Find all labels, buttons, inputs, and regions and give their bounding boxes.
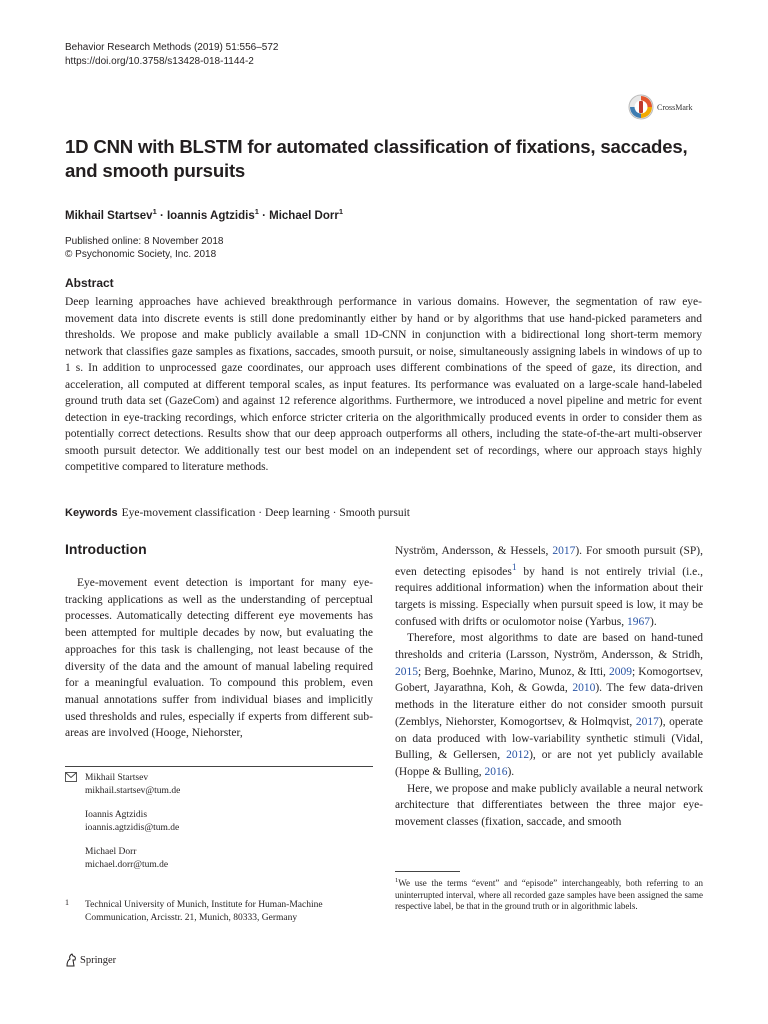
paper-title: 1D CNN with BLSTM for automated classification of fixations, saccades, and smooth pursuits: [65, 136, 688, 181]
paragraph: Here, we propose and make publicly available a neural network architecture that differentiates between the three major eye-movement classes (fixation, saccade, and smooth: [395, 782, 703, 829]
author-name[interactable]: Ioannis Agtzidis: [166, 209, 255, 222]
contact-entry: [85, 772, 373, 798]
keywords-label: Keywords: [65, 507, 118, 519]
citation-link[interactable]: 2017: [635, 715, 659, 728]
contact-name: Michael Dorr: [85, 847, 137, 857]
citation-link[interactable]: 2017: [552, 545, 576, 557]
citation-link[interactable]: 2012: [506, 749, 530, 762]
abstract-heading: Abstract: [65, 276, 114, 290]
crossmark-label: CrossMark: [657, 102, 693, 112]
springer-horse-icon: [65, 953, 77, 967]
keywords-text: Eye-movement classification · Deep learning · Smooth pursuit: [121, 507, 410, 519]
author-affiliation-mark: 1: [254, 207, 259, 216]
footnote: [395, 875, 703, 913]
right-column: [395, 543, 703, 831]
paragraph: Eye-movement event detection is important for many eye-tracking applications as well as the understanding of perceptual processes. Automatically detecting different eye movements has been attempted for multiple decades by now, but evaluating the approaches for this task is challenging, not least because of the diversity of the data and the amount of manual labeling required for a meaningful evaluation. To compound this problem, even manual annotations suffer from individual biases and implicitly used thresholds and rules, especially if experts from different sub-areas are involved (Hooge, Niehorster,: [65, 577, 373, 740]
footnote-text: We use the terms “event” and “episode” interchangeably, both referring to an uninterrupted interval, where all recorded gaze samples have been assigned the same respective label, be that in the ground truth or in algorithmic labels.: [395, 878, 703, 911]
affiliation-text: Technical University of Munich, Institute for Human-Machine Communication, Arcisstr. 21, Munich, 80333, Germany: [85, 900, 323, 923]
citation-link[interactable]: 2016: [484, 765, 508, 778]
footnote-link[interactable]: 1: [511, 561, 517, 573]
left-column: [65, 575, 373, 742]
contact-name: Mikhail Startsev: [85, 773, 149, 783]
contact-block: [65, 772, 373, 883]
footnote-mark: 1: [395, 877, 399, 884]
paragraph: [395, 630, 703, 780]
contact-entry: [85, 809, 373, 835]
contact-email[interactable]: ioannis.agtzidis@tum.de: [85, 823, 180, 833]
author-separator: ·: [159, 209, 167, 222]
contact-email[interactable]: mikhail.startsev@tum.de: [85, 786, 181, 796]
text-run: Therefore, most algorithms to date are based on hand-tuned thresholds and criteria (Larsson, Nyström, Andersson, & Stridh,: [395, 632, 703, 662]
author-name[interactable]: Mikhail Startsev: [65, 209, 153, 222]
text-run: ). The few data-driven methods in the literature either do not consider smooth pursuit (Zemblys, Niehorster, Komogortsev, & Holmqvist,: [395, 682, 703, 728]
contact-name: Ioannis Agtzidis: [85, 810, 148, 820]
crossmark-badge[interactable]: [628, 92, 728, 122]
citation-link[interactable]: 2010: [572, 682, 596, 695]
published-date: Published online: 8 November 2018: [65, 236, 224, 247]
citation-link[interactable]: 2015: [395, 665, 418, 678]
contact-email[interactable]: michael.dorr@tum.de: [85, 860, 169, 870]
affiliation-block: [65, 899, 373, 925]
text-run: ). For smooth pursuit (SP), even detecting episodes: [395, 545, 703, 578]
text-run: ), or are not yet publicly available (Hoppe & Bulling,: [395, 749, 703, 778]
abstract-text: Deep learning approaches have achieved breakthrough performance in various domains. However, the segmentation of raw eye-movement data into discrete events is still done predominantly either by hand or by algorithms that use hand-picked parameters and thresholds. We propose and make publicly available a small 1D-CNN in conjunction with a bidirectional long short-term memory network that classifies gaze samples as fixations, saccades, smooth pursuit, or noise, simultaneously assigning labels in windows of up to 1 s. In addition to unprocessed gaze coordinates, our approach uses different combinations of the speed of gaze, its direction, and acceleration, all computed at different temporal scales, as input features. Its performance was evaluated on a large-scale hand-labeled ground truth data set (GazeCom) and against 12 reference algorithms. Furthermore, we introduced a novel pipeline and metric for event detection in eye-tracking recordings, which enforce stricter criteria on the algorithmically produced events in order to consider them as potentially correct detections. Results show that our deep approach outperforms all others, including the state-of-the-art multi-observer smooth pursuit detector. We additionally test our best model on an independent set of recordings, where our approach stays highly competitive compared to literature methods.: [65, 296, 702, 473]
text-run: by hand is not entirely trivial (i.e., requires additional information) when the information about their targets is missing. Especially when pursuit speed is low, it may be confused with drifts or oculomotor noise (Yarbus,: [395, 565, 704, 628]
citation-link[interactable]: 2009: [608, 665, 632, 678]
paragraph: [395, 543, 703, 630]
journal-citation: Behavior Research Methods (2019) 51:556–572: [65, 42, 279, 53]
author-affiliation-mark: 1: [152, 207, 157, 216]
author-list: [65, 204, 343, 224]
publisher-logo: [65, 953, 116, 967]
citation-link[interactable]: 1967: [627, 615, 650, 628]
keywords-line: [65, 505, 410, 521]
author-separator: ·: [262, 209, 270, 222]
contact-entry: [85, 846, 373, 872]
copyright-notice: © Psychonomic Society, Inc. 2018: [65, 249, 217, 260]
crossmark-icon: [628, 94, 654, 120]
text-run: ; Berg, Boehnke, Marino, Munoz, & Itti,: [418, 665, 609, 678]
author-affiliation-mark: 1: [338, 207, 343, 216]
publisher-name: Springer: [80, 954, 117, 966]
doi-link[interactable]: https://doi.org/10.3758/s13428-018-1144-2: [65, 56, 254, 67]
envelope-icon: [65, 772, 77, 782]
text-run: ; Komogortsev, Gobert, Jayarathna, Koh, & Gowda,: [395, 665, 703, 695]
text-run: ), operate on data produced with low-variability synthetic stimuli (Vidal, Bulling, & Gellersen,: [395, 715, 704, 762]
text-run: Nyström, Andersson, & Hessels,: [395, 545, 553, 557]
text-run: ).: [507, 765, 515, 778]
footnote-rule: [395, 871, 460, 872]
footnote-divider: [65, 766, 373, 767]
text-run: ).: [650, 615, 657, 628]
affiliation-mark: 1: [65, 898, 69, 907]
author-name[interactable]: Michael Dorr: [269, 209, 339, 222]
section-heading-introduction: Introduction: [65, 541, 147, 557]
